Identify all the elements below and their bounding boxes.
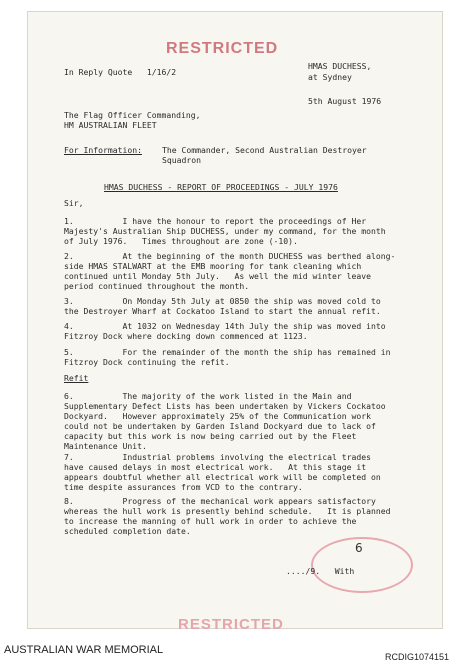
paragraph-line: 3. On Monday 5th July at 0850 the ship was moved cold to xyxy=(64,296,381,306)
paragraph-line: 1. I have the honour to report the proceedings of Her xyxy=(64,216,367,226)
paragraph-line: Fitzroy Dock where docking down commenced at 1123. xyxy=(64,331,308,341)
refit-heading: Refit xyxy=(64,373,89,383)
paragraph-line: appears doubtful whether all electrical work will be completed on xyxy=(64,472,381,482)
paragraph-line: 6. The majority of the work listed in the Main and xyxy=(64,391,352,401)
paragraph-line: capacity but this work is now being carried out by the Fleet xyxy=(64,431,357,441)
paragraph-line: 8. Progress of the mechanical work appears satisfactory xyxy=(64,496,376,506)
paragraph-line: Majesty's Australian Ship DUCHESS, under my command, for the month xyxy=(64,226,386,236)
archive-id: RCDIG1074151 xyxy=(385,652,450,662)
paragraph-line: the Destroyer Wharf at Cockatoo Island to start the annual refit. xyxy=(64,306,381,316)
info-line-1: The Commander, Second Australian Destroyer xyxy=(162,145,367,155)
paragraph-line: scheduled completion date. xyxy=(64,526,191,536)
paragraph-line: 5. For the remainder of the month the ship has remained in xyxy=(64,347,391,357)
archive-name: AUSTRALIAN WAR MEMORIAL xyxy=(4,644,164,656)
paragraph-line: Maintenance Unit. xyxy=(64,441,147,451)
paragraph-line: of July 1976. Times throughout are zone (-10). xyxy=(64,236,298,246)
paragraph-line: whereas the hull work is presently behind schedule. It is planned xyxy=(64,506,391,516)
paragraph-line: Dockyard. However approximately 25% of the Communication work xyxy=(64,411,371,421)
restricted-stamp-top: RESTRICTED xyxy=(166,40,279,57)
paragraph-line: to increase the manning of hull work in order to achieve the xyxy=(64,516,357,526)
paragraph-line: side HMAS STALWART at the EMB mooring for tank cleaning which xyxy=(64,261,362,271)
page-number: 6 xyxy=(355,541,363,555)
paragraph-line: could not be undertaken by Garden Island Dockyard due to lack of xyxy=(64,421,376,431)
ship-name: HMAS DUCHESS, xyxy=(308,61,372,71)
paragraph-line: Supplementary Defect Lists has been undertaken by Vickers Cockatoo xyxy=(64,401,386,411)
paragraph-line: Fitzroy Dock continuing the refit. xyxy=(64,357,230,367)
addressee-line-1: The Flag Officer Commanding, xyxy=(64,110,201,120)
paragraph-line: time despite assurances from VCD to the contrary. xyxy=(64,482,303,492)
paragraph-line: 2. At the beginning of the month DUCHESS was berthed along- xyxy=(64,251,396,261)
paragraph-line: 4. At 1032 on Wednesday 14th July the ship was moved into xyxy=(64,321,386,331)
paragraph-line: have caused delays in most electrical work. At this stage it xyxy=(64,462,367,472)
reply-reference: In Reply Quote 1/16/2 xyxy=(64,67,177,77)
paragraph-line: 7. Industrial problems involving the electrical trades xyxy=(64,452,371,462)
info-line-2: Squadron xyxy=(162,155,201,165)
ship-location: at Sydney xyxy=(308,72,352,82)
letter-date: 5th August 1976 xyxy=(308,96,382,106)
paragraph-line: period continued throughout the month. xyxy=(64,281,250,291)
addressee-line-2: HM AUSTRALIAN FLEET xyxy=(64,120,157,130)
salutation: Sir, xyxy=(64,198,84,208)
continuation-note: ..../9. With xyxy=(286,566,355,576)
restricted-stamp-bottom: RESTRICTED xyxy=(178,616,284,633)
paragraph-line: continued until Monday 5th July. As well the mid winter leave xyxy=(64,271,371,281)
info-label: For Information: xyxy=(64,145,142,155)
report-title: HMAS DUCHESS - REPORT OF PROCEEDINGS - JULY 1976 xyxy=(104,182,338,192)
